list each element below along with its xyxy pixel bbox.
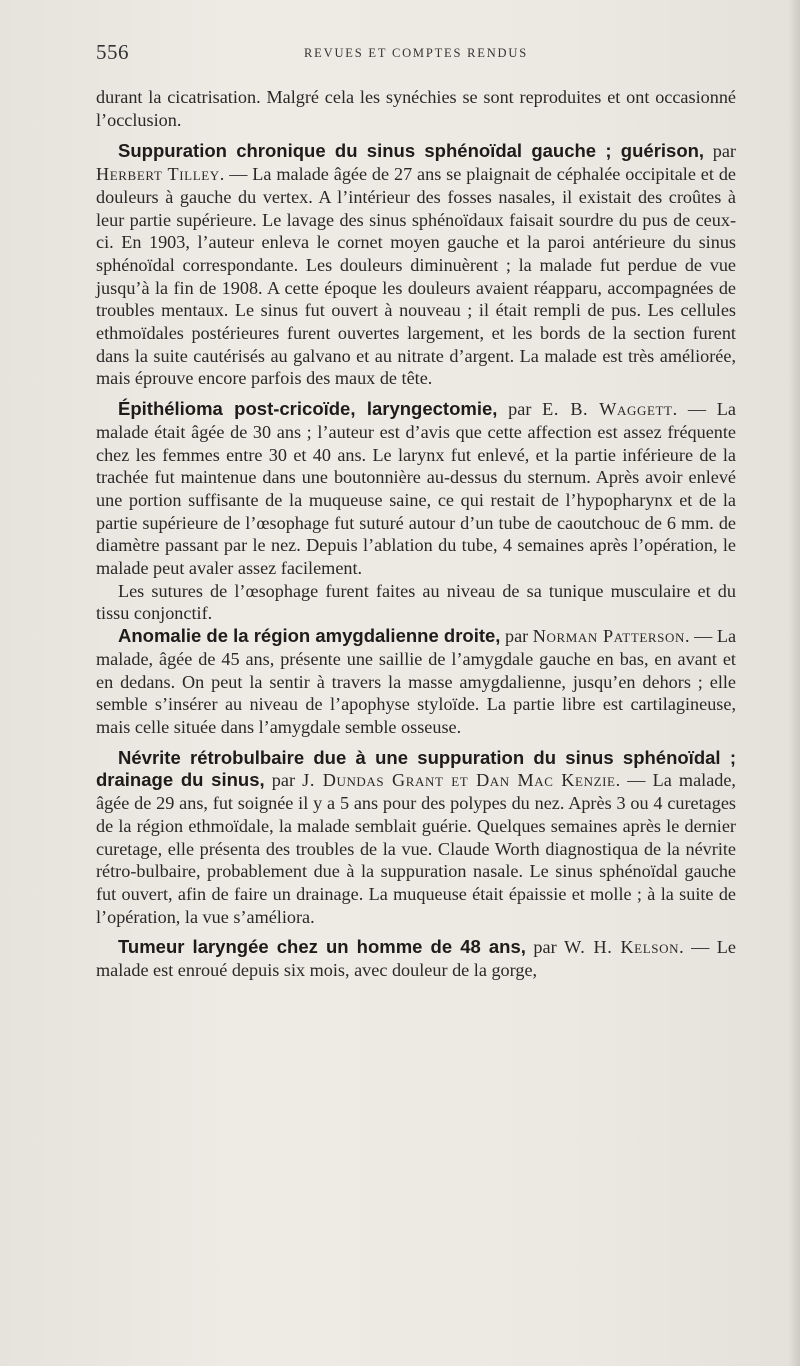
- section-tonsil-anomaly: [96, 625, 736, 739]
- section-epithelioma: [96, 398, 736, 580]
- byline-connector: par: [704, 141, 736, 162]
- section-text: . — Le malade est enroué depuis six mois, avec douleur de la gorge,: [96, 937, 736, 981]
- section-author: Herbert Tilley: [96, 164, 220, 185]
- section-heading: Anomalie de la région amygdalienne droite,: [118, 625, 501, 647]
- page-header: [96, 40, 736, 70]
- section-author: E. B. Waggett: [542, 399, 673, 420]
- intro-paragraph: durant la cicatrisation. Malgré cela les synéchies se sont reproduites et ont occasionné l’occlusion.: [96, 87, 736, 130]
- section-text: . — La malade âgée de 27 ans se plaignait de céphalée occipitale et de douleurs à gauche du vertex. A l’intérieur des fosses nasales, il existait des croûtes à leur partie supérieure. Le lavage des sinus sphénoïdaux faisait sourdre du pus de ceux-ci. En 1903, l’auteur enleva le cornet moyen gauche et la paroi antérieure du sinus sphénoïdal correspondante. Les douleurs diminuèrent ; la malade fut perdue de vue jusqu’à la fin de 1908. A cette époque les douleurs avaient réapparu, accompagnées de troubles mentaux. Le sinus fut ouvert à nouveau ; il était rempli de pus. Les cellules ethmoïdales postérieures furent ouvertes largement, et les bords de la section furent dans la suite cautérisés au galvano et au nitrate d’argent. La malade est très améliorée, mais éprouve encore parfois des maux de tête.: [96, 164, 736, 389]
- section-laryngeal-tumor: [96, 936, 736, 981]
- section-text: . — La malade, âgée de 45 ans, présente une saillie de l’amygdale gauche en bas, en avant et en dedans. On peut la sentir à travers la masse amygdalienne, jusqu’en dehors ; elle semble s’insérer au niveau de l’apophyse styloïde. La partie libre est cartilagineuse, mais celle située dans l’amygdale semble osseuse.: [96, 626, 737, 737]
- page-edge-shadow: [788, 0, 800, 1366]
- section-sphenoid-suppuration: [96, 140, 736, 390]
- section-heading: Tumeur laryngée chez un homme de 48 ans,: [118, 936, 526, 958]
- byline-connector: par: [264, 770, 303, 791]
- running-head: REVUES ET COMPTES RENDUS: [304, 46, 528, 60]
- section-author: J. Dundas Grant et Dan Mac Kenzie: [302, 770, 616, 791]
- byline-connector: par: [525, 937, 565, 958]
- byline-connector: par: [500, 626, 533, 647]
- article-body: [96, 86, 736, 982]
- section-heading: Névrite rétrobulbaire due à une suppuration du sinus sphénoïdal ; drainage du sinus,: [96, 746, 736, 791]
- section-author: W. H. Kelson: [564, 937, 680, 958]
- section-retrobulbar-neuritis: [96, 747, 736, 929]
- section-epithelioma-extra: Les sutures de l’œsophage furent faites au niveau de sa tunique musculaire et du tissu conjonctif.: [96, 580, 736, 624]
- page-number: 556: [96, 40, 129, 64]
- section-author: Norman Patterson: [532, 626, 685, 647]
- byline-connector: par: [497, 399, 543, 420]
- section-text: . — La malade était âgée de 30 ans ; l’auteur est d’avis que cette affection est assez fréquente chez les femmes entre 30 et 40 ans. Le larynx fut enlevé, et la partie inférieure de la trachée fut maintenue dans une boutonnière au-dessus du sternum. Après avoir enlevé une portion suffisante de la muqueuse saine, ce qui restait de l’hypopharynx et de la partie supérieure de l’œsophage fut suturé autour d’un tube de caoutchouc de 6 mm. de diamètre passant par le nez. Depuis l’ablation du tube, 4 semaines après l’opération, le malade peut avaler assez facilement.: [96, 399, 736, 579]
- section-heading: Suppuration chronique du sinus sphénoïdal gauche ; guérison,: [118, 140, 705, 162]
- section-text: . — La malade, âgée de 29 ans, fut soignée il y a 5 ans pour des polypes du nez. Après 3 ou 4 curetages de la région ethmoïdale, la malade semblait guérie. Quelques semaines après le dernier curetage, elle présenta des troubles de la vue. Claude Worth diagnostiqua de la névrite rétro-bulbaire, probablement due à la suppuration nasale. Le sinus sphénoïdal gauche fut ouvert, afin de faire un drainage. La muqueuse était épaissie et molle ; à la suite de l’opération, la vue s’améliora.: [96, 770, 736, 927]
- section-heading: Épithélioma post-cricoïde, laryngectomie,: [118, 398, 498, 420]
